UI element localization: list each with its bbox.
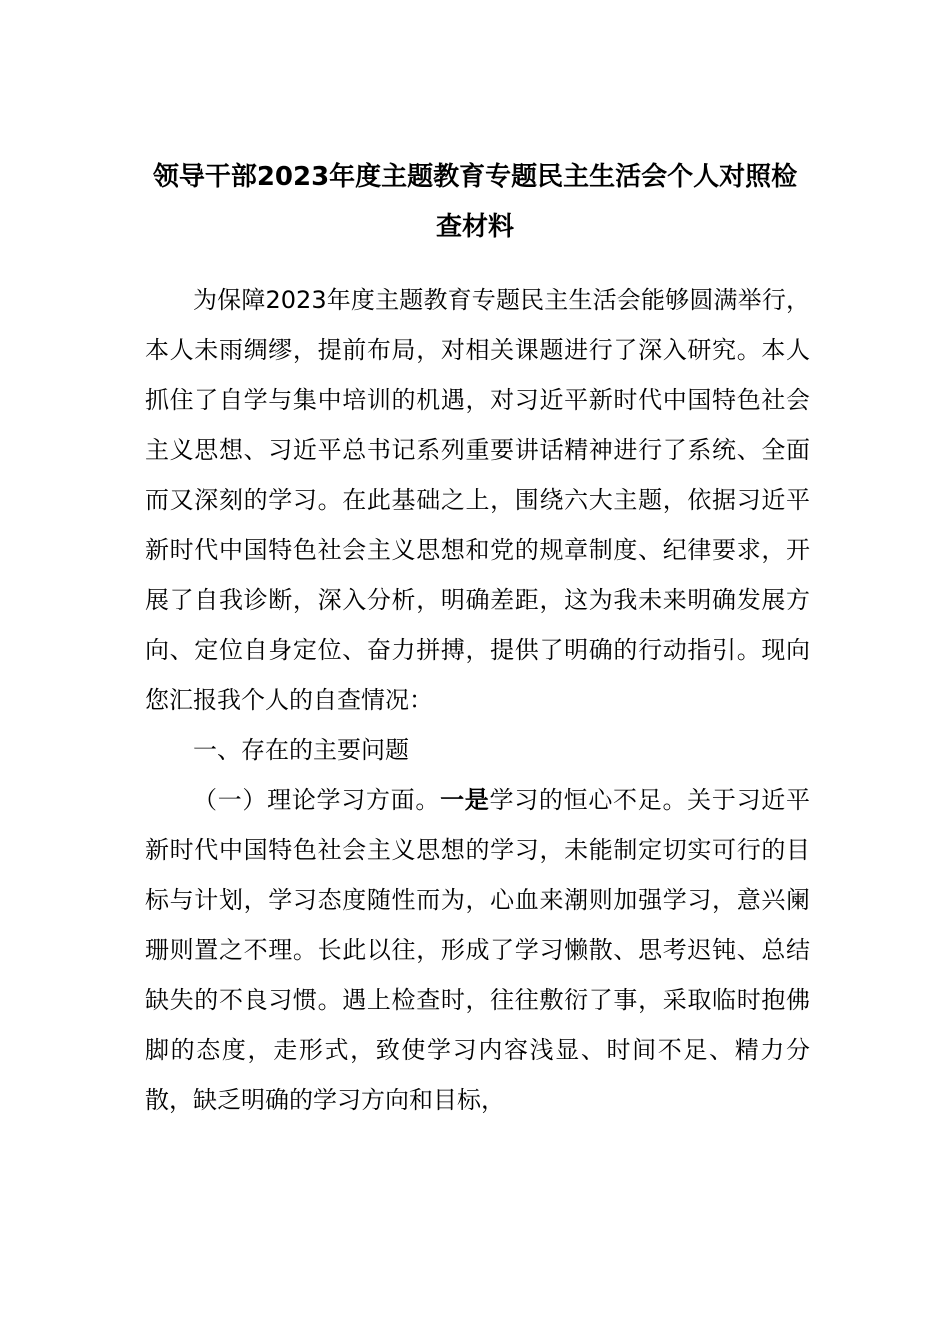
document-title: 领导干部2023年度主题教育专题民主生活会个人对照检查材料 [152,162,798,242]
subsection-lead: （一）理论学习方面。 [193,786,441,814]
document-body [145,275,810,1125]
intro-paragraph: 为保障2023年度主题教育专题民主生活会能够圆满举行，本人未雨绸缪，提前布局，对相关课题进行了深入研究。本人抓住了自学与集中培训的机遇，对习近平新时代中国特色社会主义思想、习近平总书记系列重要讲话精神进行了系统、全面而又深刻的学习。在此基础之上，围绕六大主题，依据习近平新时代中国特色社会主义思想和党的规章制度、纪律要求，开展了自我诊断，深入分析，明确差距，这为我未来明确发展方向、定位自身定位、奋力拼搏，提供了明确的行动指引。现向您汇报我个人的自查情况： [145,286,810,714]
theory-study-paragraph [145,775,810,1125]
paragraph-text: 学习的恒心不足。关于习近平新时代中国特色社会主义思想的学习，未能制定切实可行的目标与计划，学习态度随性而为，心血来潮则加强学习，意兴阑珊则置之不理。长此以往，形成了学习懒散、思考迟钝、总结缺失的不良习惯。遇上检查时，往往敷衍了事，采取临时抱佛脚的态度，走形式，致使学习内容浅显、时间不足、精力分散，缺乏明确的学习方向和目标， [145,786,811,1114]
section-heading: 一、存在的主要问题 [193,736,409,764]
point-marker: 一是 [440,786,490,814]
